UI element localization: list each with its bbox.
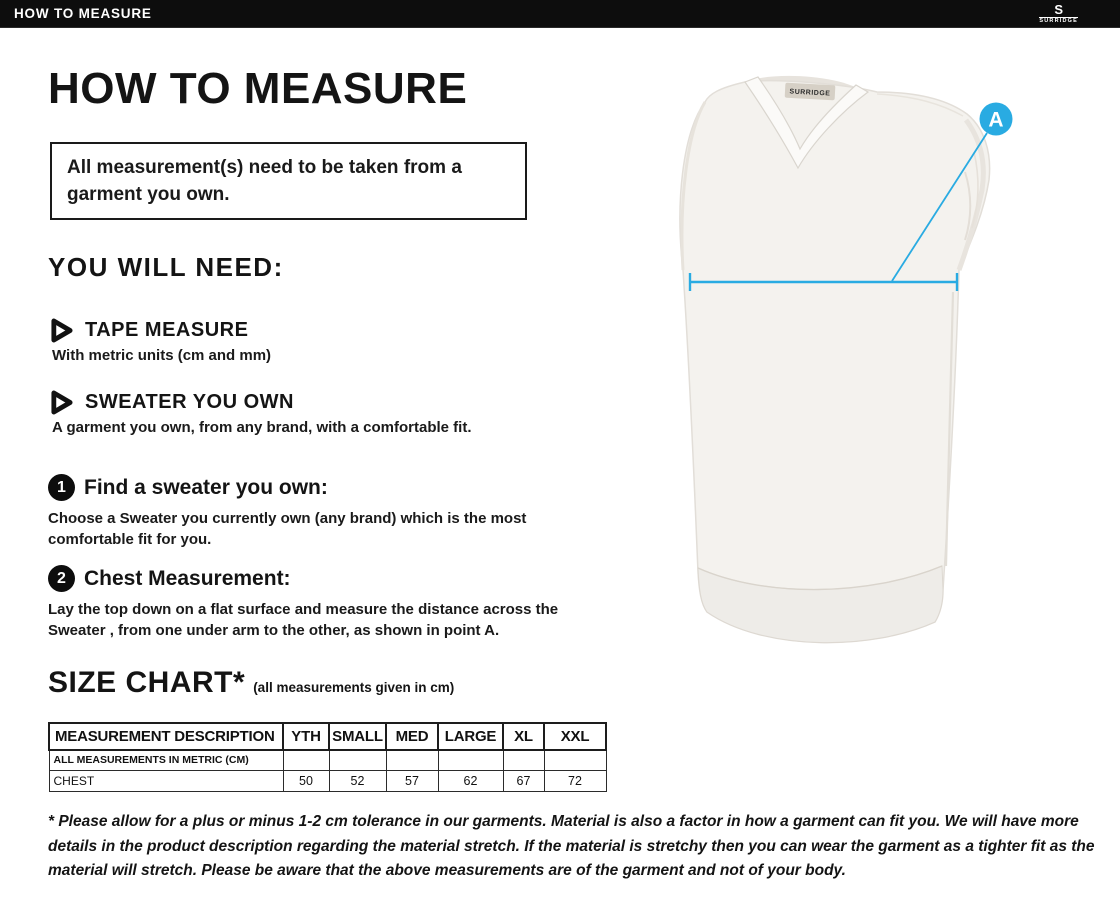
- table-cell: 57: [386, 770, 438, 791]
- step-title: Chest Measurement:: [84, 566, 291, 590]
- sweater-measurement-diagram: [615, 52, 1015, 682]
- need-item-label: SWEATER YOU OWN: [85, 391, 294, 413]
- tolerance-footnote: * Please allow for a plus or minus 1-2 cm tolerance in our garments. Material is also a factor in how a garment can fit you. We will have more details in the product description regarding the material stretch. If the material is stretchy then you can wear the garment as a tighter fit as the material will stretch. Please be aware that the above measurements are of the garment and not of your body.: [48, 813, 1095, 879]
- table-cell-label: ALL MEASUREMENTS IN METRIC (CM): [49, 750, 283, 770]
- page-title: HOW TO MEASURE: [48, 64, 468, 113]
- step-1: [48, 474, 588, 550]
- step-description: Lay the top down on a flat surface and measure the distance across the Sweater , from one under arm to the other, as shown in point A.: [48, 601, 559, 639]
- table-cell: [503, 750, 544, 770]
- triangle-bullet-icon: [50, 390, 73, 415]
- table-col-small: SMALL: [329, 723, 386, 750]
- table-col-description: MEASUREMENT DESCRIPTION: [49, 723, 283, 750]
- point-a-label: A: [988, 108, 1004, 132]
- table-col-yth: YTH: [283, 723, 329, 750]
- size-chart-heading: SIZE CHART*: [48, 666, 246, 699]
- need-item-description: A garment you own, from any brand, with a comfortable fit.: [52, 419, 472, 436]
- table-cell: [438, 750, 503, 770]
- garment-body: [680, 81, 990, 643]
- step-number-badge: 2: [48, 565, 75, 592]
- table-cell: 67: [503, 770, 544, 791]
- step-title: Find a sweater you own:: [84, 475, 328, 499]
- need-item-description: With metric units (cm and mm): [52, 347, 272, 364]
- table-row-chest: [49, 770, 606, 791]
- table-col-xl: XL: [503, 723, 544, 750]
- surridge-wordmark: SURRIDGE: [1039, 17, 1078, 24]
- need-item-sweater: [50, 390, 471, 436]
- table-cell: [329, 750, 386, 770]
- table-header-row: [49, 723, 606, 750]
- step-description: Choose a Sweater you currently own (any brand) which is the most comfortable fit for you.: [48, 510, 527, 548]
- size-chart-heading-row: [48, 666, 454, 700]
- table-col-xxl: XXL: [544, 723, 606, 750]
- title-bar: [0, 0, 1120, 28]
- size-chart-subheading: (all measurements given in cm): [253, 680, 455, 695]
- neck-label: [785, 83, 836, 101]
- neck-label-text: SURRIDGE: [789, 88, 831, 98]
- step-number-badge: 1: [48, 474, 75, 501]
- surridge-logo: [1039, 3, 1078, 25]
- notice-box: [50, 142, 527, 220]
- table-cell: 62: [438, 770, 503, 791]
- table-cell-label: CHEST: [49, 770, 283, 791]
- surridge-s-icon: S: [1054, 1, 1064, 17]
- table-cell: [544, 750, 606, 770]
- size-chart-table: [48, 722, 607, 792]
- step-2: [48, 565, 588, 641]
- title-bar-text: HOW TO MEASURE: [14, 6, 152, 21]
- triangle-bullet-icon: [50, 318, 73, 343]
- table-col-large: LARGE: [438, 723, 503, 750]
- table-col-med: MED: [386, 723, 438, 750]
- table-cell: 72: [544, 770, 606, 791]
- table-cell: [386, 750, 438, 770]
- notice-text: All measurement(s) need to be taken from a garment you own.: [67, 157, 462, 205]
- table-cell: 52: [329, 770, 386, 791]
- table-cell: [283, 750, 329, 770]
- need-item-tape-measure: [50, 318, 271, 364]
- table-cell: 50: [283, 770, 329, 791]
- table-row-metric-note: [49, 750, 606, 770]
- need-item-label: TAPE MEASURE: [85, 319, 249, 341]
- you-will-need-heading: YOU WILL NEED:: [48, 252, 284, 282]
